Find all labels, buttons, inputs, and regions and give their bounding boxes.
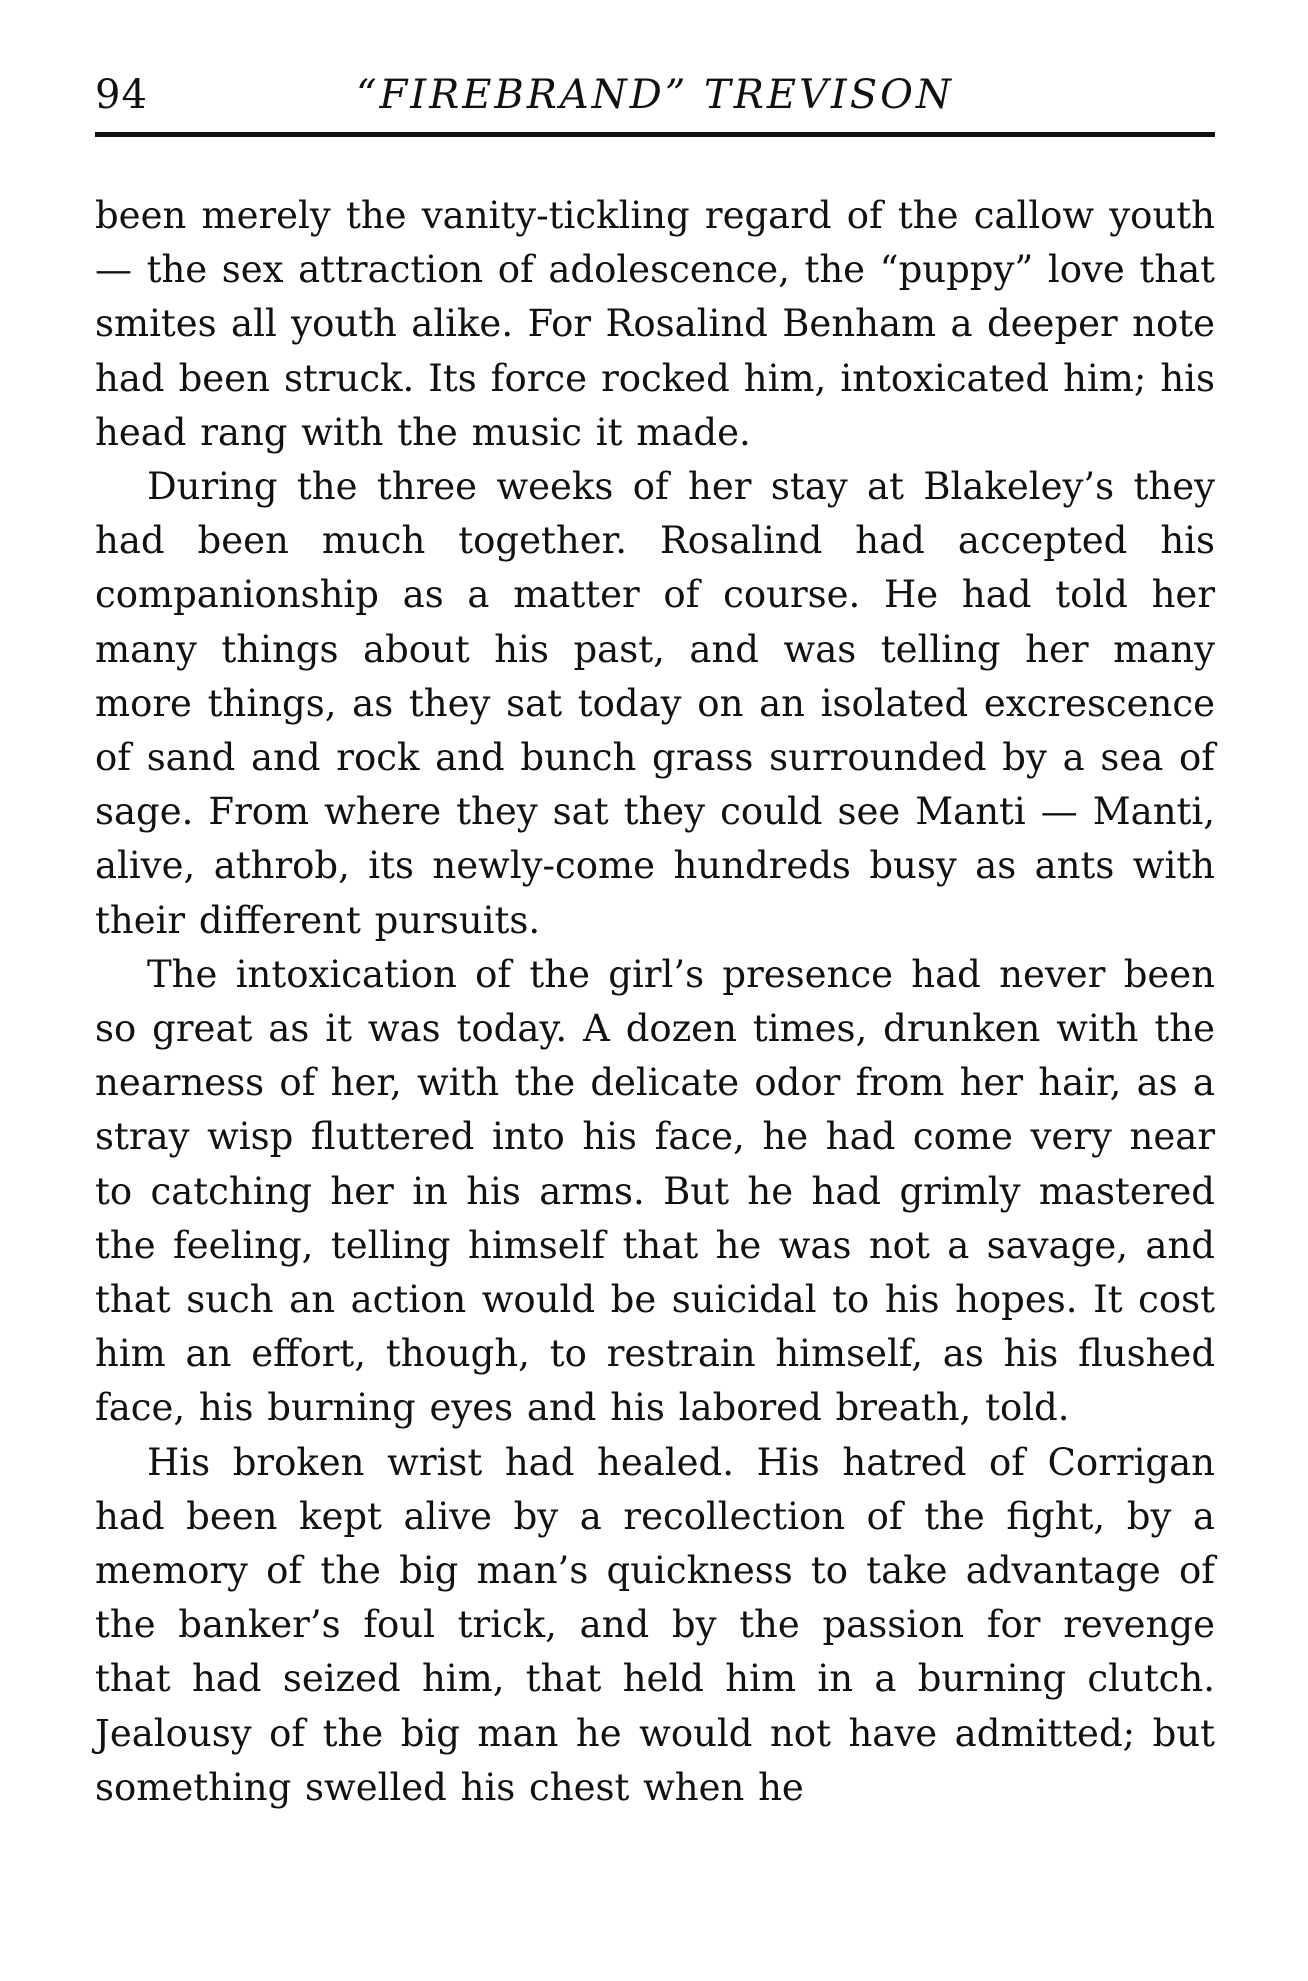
- paragraph: During the three weeks of her stay at Blakeley’s they had been much together. Rosalind had accepted his companionship as a matter of course. He had told her many things about his past, and was telling her many more things, as they sat today on an isolated excrescence of sand and rock and bunch grass surrounded by a sea of sage. From where they sat they could see Manti — Manti, alive, athrob, its newly-come hundreds busy as ants with their different pursuits.: [95, 465, 1215, 942]
- running-head: [95, 60, 1215, 130]
- paragraph-continued: been merely the vanity-tickling regard of the callow youth — the sex attraction of adolescence, the “puppy” love that smites all youth alike. For Rosalind Benham a deeper note had been struck. Its force rocked him, intoxicated him; his head rang with the music it made.: [95, 194, 1215, 454]
- book-page: [95, 60, 1215, 1815]
- paragraph: The intoxication of the girl’s presence had never been so great as it was today. A dozen times, drunken with the nearness of her, with the delicate odor from her hair, as a stray wisp fluttered into his face, he had come very near to catching her in his arms. But he had grimly mastered the feeling, telling himself that he was not a savage, and that such an action would be suicidal to his hopes. It cost him an effort, though, to restrain himself, as his flushed face, his burning eyes and his labored breath, told.: [95, 952, 1215, 1430]
- running-title: “FIREBRAND” TREVISON: [356, 72, 954, 118]
- body-text: [95, 189, 1215, 1815]
- page-number: 94: [95, 72, 148, 118]
- paragraph: His broken wrist had healed. His hatred of Corrigan had been kept alive by a recollection of the fight, by a memory of the big man’s quickness to take advantage of the banker’s foul trick, and by the passion for revenge that had seized him, that held him in a burning clutch. Jealousy of the big man he would not have admitted; but something swelled his chest when he: [95, 1440, 1215, 1809]
- header-rule: [95, 132, 1215, 137]
